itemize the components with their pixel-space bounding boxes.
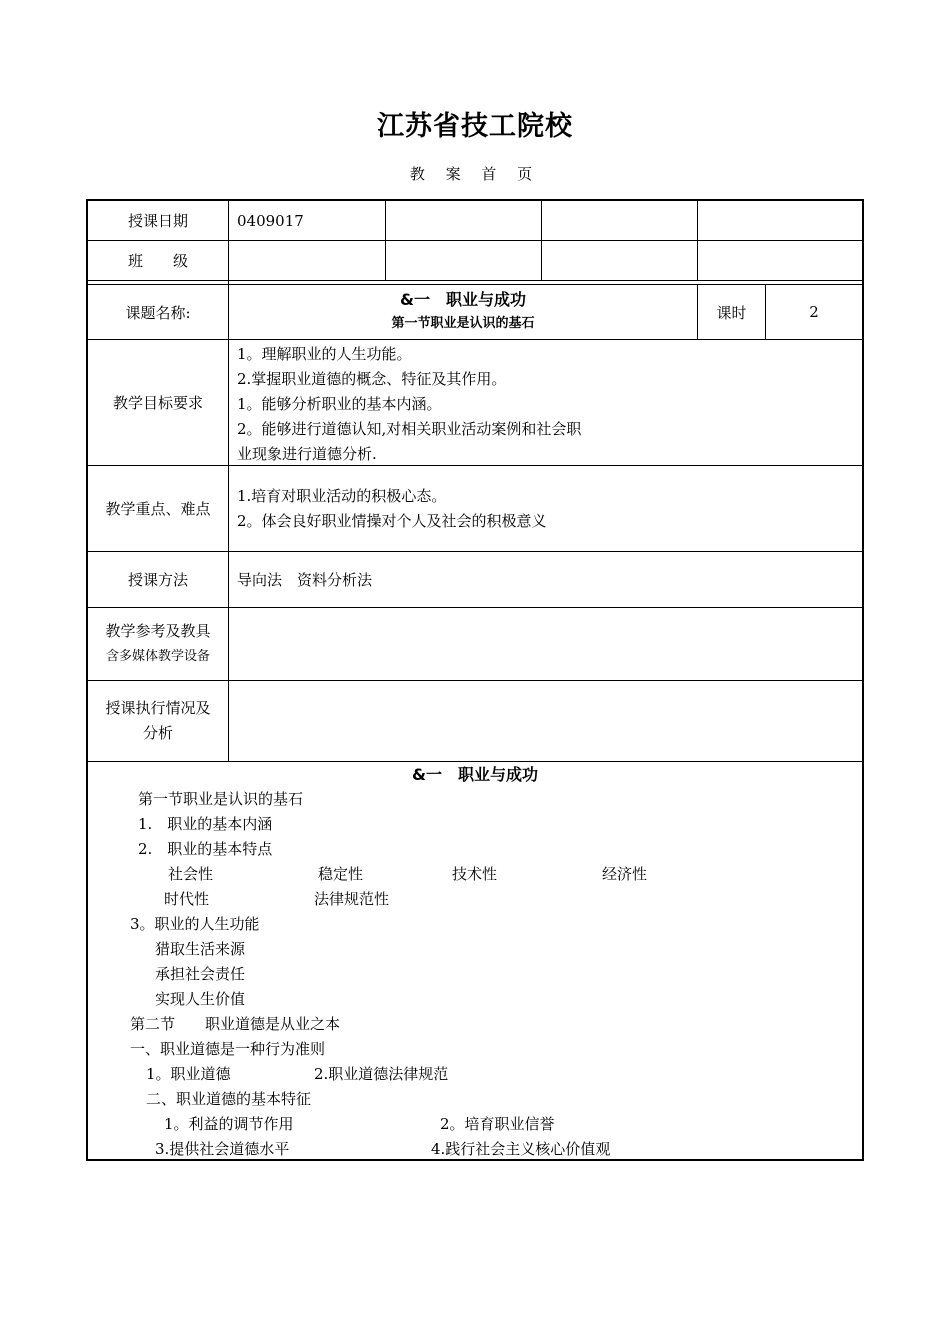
function-item: 实现人生价值	[155, 990, 246, 1008]
col-divider	[541, 201, 542, 280]
method-label: 授课方法	[127, 571, 188, 589]
execution-label-line: 分析	[142, 724, 173, 742]
content-line: 第二节 职业道德是从业之本	[130, 1015, 341, 1033]
content-line: 第一节职业是认识的基石	[138, 790, 304, 808]
content-line: 4.践行社会主义核心价值观	[431, 1140, 611, 1158]
execution-label	[88, 681, 228, 761]
content-line: 1. 职业的基本内涵	[138, 815, 273, 833]
content-line: 二、职业道德的基本特征	[146, 1090, 312, 1108]
trait-item: 社会性	[168, 865, 214, 883]
reference-label-main: 教学参考及教具	[105, 622, 211, 640]
col-divider	[385, 201, 386, 280]
focus-label: 教学重点、难点	[105, 500, 211, 518]
topic-name	[229, 285, 697, 339]
function-item: 猎取生活来源	[155, 940, 246, 958]
goal-line: 2.掌握职业道德的概念、特征及其作用。	[237, 370, 507, 388]
class-label: 班 级	[127, 252, 188, 270]
content-line: 2.职业道德法律规范	[314, 1065, 449, 1083]
hours-value: 2	[809, 303, 819, 321]
date-label: 授课日期	[127, 212, 188, 230]
trait-item: 经济性	[602, 865, 648, 883]
topic-main: &一 职业与成功	[400, 290, 526, 309]
lesson-plan-table	[86, 199, 864, 1161]
goals-label: 教学目标要求	[112, 394, 203, 412]
content-line: 2. 职业的基本特点	[138, 840, 273, 858]
content-line: 2。培育职业信誉	[440, 1115, 555, 1133]
col-divider	[697, 201, 698, 280]
focus-line: 1.培育对职业活动的积极心态。	[237, 487, 447, 505]
row-divider-double-a	[88, 280, 862, 281]
trait-item: 技术性	[452, 865, 498, 883]
execution-label-line: 授课执行情况及	[105, 699, 211, 717]
method-value: 导向法 资料分析法	[237, 571, 373, 589]
page-subtitle: 教 案 首 页	[409, 165, 541, 183]
goal-line: 业现象进行道德分析.	[237, 445, 377, 463]
hours-label: 课时	[716, 303, 747, 322]
function-item: 承担社会责任	[155, 965, 246, 983]
focus-line: 2。体会良好职业情操对个人及社会的积极意义	[237, 512, 547, 530]
trait-item: 稳定性	[318, 865, 364, 883]
topic-label: 课题名称:	[125, 303, 191, 322]
trait-item: 时代性	[164, 890, 210, 908]
trait-item: 法律规范性	[314, 890, 390, 908]
date-value: 0409017	[237, 211, 304, 230]
content-line: 3。职业的人生功能	[130, 915, 260, 933]
content-line: 3.提供社会道德水平	[155, 1140, 290, 1158]
content-heading: &一 职业与成功	[412, 765, 538, 784]
content-line: 1。职业道德	[146, 1065, 231, 1083]
topic-sub: 第一节职业是认识的基石	[391, 316, 535, 331]
goal-line: 1。能够分析职业的基本内涵。	[237, 395, 442, 413]
content-line: 1。利益的调节作用	[164, 1115, 294, 1133]
goal-line: 2。能够进行道德认知,对相关职业活动案例和社会职	[237, 420, 582, 438]
page-title: 江苏省技工院校	[377, 111, 573, 142]
reference-label-sub: 含多媒体教学设备	[105, 649, 210, 664]
content-line: 一、职业道德是一种行为准则	[130, 1040, 326, 1058]
reference-label	[88, 608, 228, 680]
goal-line: 1。理解职业的人生功能。	[237, 345, 412, 363]
